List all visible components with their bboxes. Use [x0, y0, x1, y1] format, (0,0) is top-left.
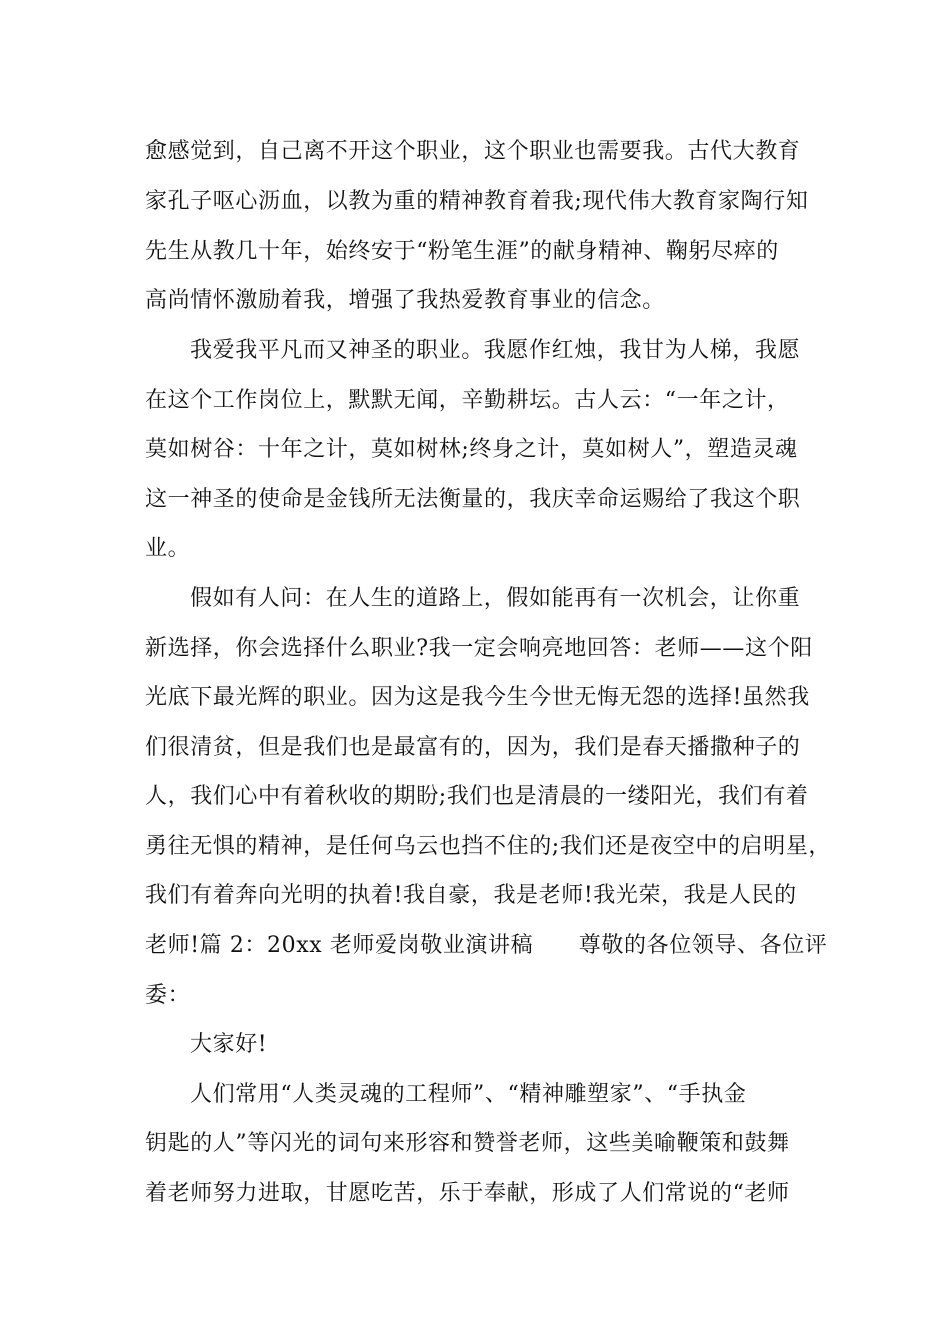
- text-line: 业。: [145, 536, 191, 561]
- text-line: 光底下最光辉的职业。因为这是我今生今世无悔无怨的选择!虽然我: [145, 685, 810, 710]
- text-line: 勇往无惧的精神，是任何乌云也挡不住的;我们还是夜空中的启明星，: [145, 834, 832, 859]
- text-line: 委：: [145, 983, 191, 1008]
- text-line: 家孔子呕心沥血，以教为重的精神教育着我;现代伟大教育家陶行知: [145, 189, 809, 214]
- text-line: 人，我们心中有着秋收的期盼;我们也是清晨的一缕阳光，我们有着: [145, 784, 809, 809]
- text-line: 愈感觉到，自己离不开这个职业，这个职业也需要我。古代大教育: [145, 139, 801, 164]
- text-line: 老师!篇 2：20xx 老师爱岗敬业演讲稿 尊敬的各位领导、各位评: [145, 933, 828, 958]
- paragraph-first-line: 人们常用“人类灵魂的工程师”、“精神雕塑家”、“手执金: [190, 1082, 747, 1107]
- text-line: 新选择，你会选择什么职业?我一定会响亮地回答：老师——这个阳: [145, 636, 813, 661]
- text-line: 这一神圣的使命是金钱所无法衡量的，我庆幸命运赐给了我这个职: [145, 487, 801, 512]
- text-line: 着老师努力进取，甘愿吃苦，乐于奉献，形成了人们常说的“老师: [145, 1181, 790, 1206]
- paragraph-first-line: 假如有人问：在人生的道路上，假如能再有一次机会，让你重: [190, 586, 801, 611]
- paragraph-first-line: 大家好!: [190, 1032, 268, 1057]
- text-line: 莫如树谷：十年之计，莫如树林;终身之计，莫如树人”，塑造灵魂: [145, 437, 798, 462]
- text-line: 高尚情怀激励着我，增强了我热爱教育事业的信念。: [145, 288, 665, 313]
- text-line: 钥匙的人”等闪光的词句来形容和赞誉老师，这些美喻鞭策和鼓舞: [145, 1131, 790, 1156]
- text-line: 我们有着奔向光明的执着!我自豪，我是老师!我光荣，我是人民的: [145, 883, 797, 908]
- text-line: 先生从教几十年，始终安于“粉笔生涯”的献身精神、鞠躬尽瘁的: [145, 239, 779, 264]
- text-line: 们很清贫，但是我们也是最富有的，因为，我们是春天播撒种子的: [145, 735, 801, 760]
- paragraph-first-line: 我爱我平凡而又神圣的职业。我愿作红烛，我甘为人梯，我愿: [190, 338, 801, 363]
- text-line: 在这个工作岗位上，默默无闻，辛勤耕坛。古人云：“一年之计，: [145, 388, 790, 413]
